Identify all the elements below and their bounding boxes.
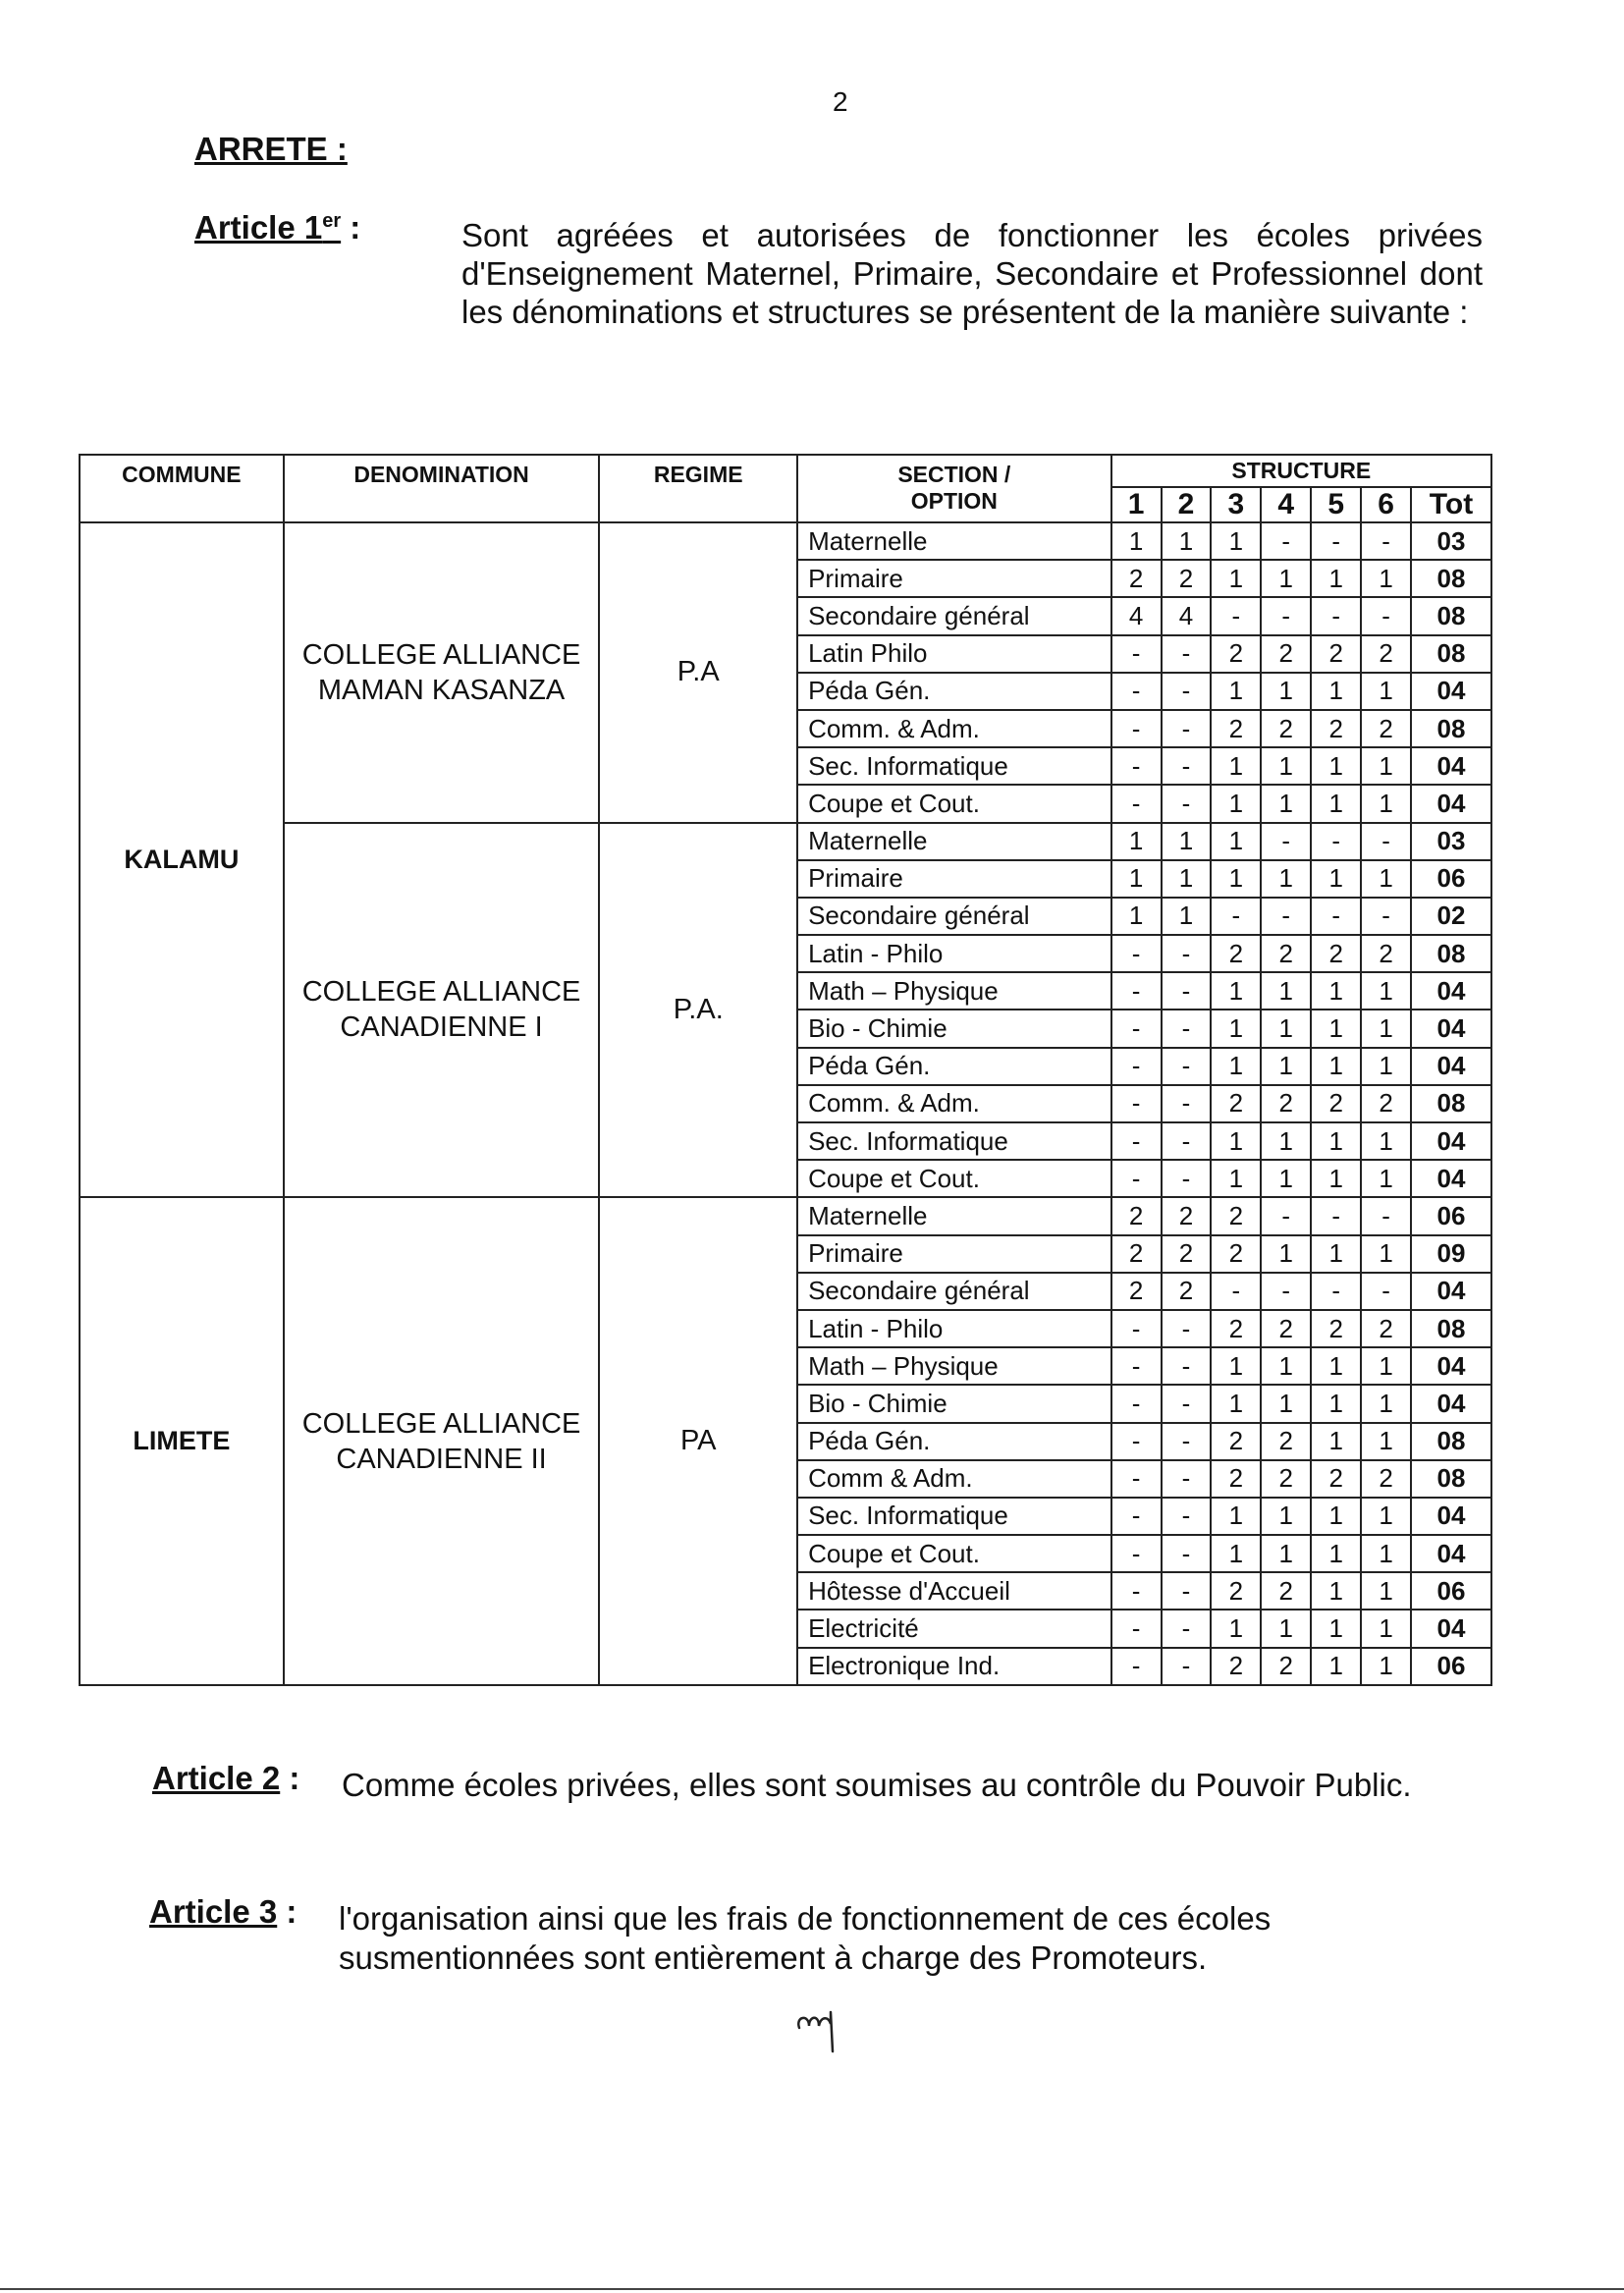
structure-year-6-cell: 1 (1361, 972, 1411, 1010)
section-option-cell: Primaire (797, 860, 1111, 898)
structure-year-3-cell: 2 (1211, 1423, 1261, 1460)
structure-year-3-cell: 1 (1211, 1048, 1261, 1085)
section-option-cell: Comm. & Adm. (797, 1085, 1111, 1122)
structure-year-2-cell: - (1162, 635, 1212, 673)
structure-year-6-cell: 1 (1361, 747, 1411, 785)
structure-year-3-cell: 2 (1211, 710, 1261, 747)
structure-year-4-cell: - (1261, 1273, 1311, 1310)
section-option-cell: Maternelle (797, 522, 1111, 560)
section-option-cell: Math – Physique (797, 1347, 1111, 1385)
total-cell: 04 (1411, 785, 1491, 822)
structure-year-1-cell: - (1111, 1085, 1162, 1122)
structure-year-3-cell: - (1211, 1273, 1261, 1310)
section-option-cell: Bio - Chimie (797, 1010, 1111, 1047)
section-option-cell: Hôtesse d'Accueil (797, 1572, 1111, 1610)
structure-year-3-cell: 1 (1211, 972, 1261, 1010)
structure-year-1-cell: 2 (1111, 1235, 1162, 1273)
structure-year-1-cell: - (1111, 1310, 1162, 1347)
structure-year-4-cell: 1 (1261, 1347, 1311, 1385)
structure-year-1-cell: - (1111, 1610, 1162, 1647)
structure-year-3-cell: 1 (1211, 823, 1261, 860)
structure-year-4-cell: 1 (1261, 747, 1311, 785)
structure-year-5-cell: - (1311, 597, 1361, 634)
structure-year-6-cell: 1 (1361, 1572, 1411, 1610)
structure-year-4-cell: 2 (1261, 635, 1311, 673)
schools-table-wrapper (79, 454, 1492, 1686)
structure-year-4-cell: 1 (1261, 560, 1311, 597)
structure-year-6-cell: 1 (1361, 1122, 1411, 1160)
structure-year-3-cell: 1 (1211, 1610, 1261, 1647)
header-structure: STRUCTURE (1111, 455, 1491, 487)
structure-year-4-cell: 2 (1261, 1423, 1311, 1460)
structure-year-1-cell: 4 (1111, 597, 1162, 634)
total-cell: 04 (1411, 1385, 1491, 1422)
structure-year-6-cell: 1 (1361, 1423, 1411, 1460)
structure-year-6-cell: 2 (1361, 1310, 1411, 1347)
total-cell: 04 (1411, 1273, 1491, 1310)
regime-cell: PA (599, 1197, 797, 1684)
structure-year-1-cell: 1 (1111, 898, 1162, 935)
section-option-cell: Péda Gén. (797, 1048, 1111, 1085)
header-year-2: 2 (1162, 487, 1212, 522)
structure-year-4-cell: - (1261, 597, 1311, 634)
structure-year-4-cell: 1 (1261, 1122, 1311, 1160)
structure-year-2-cell: - (1162, 1648, 1212, 1685)
structure-year-3-cell: 2 (1211, 1085, 1261, 1122)
total-cell: 04 (1411, 1160, 1491, 1197)
structure-year-6-cell: 1 (1361, 560, 1411, 597)
total-cell: 04 (1411, 1010, 1491, 1047)
structure-year-5-cell: 2 (1311, 1310, 1361, 1347)
structure-year-5-cell: 1 (1311, 860, 1361, 898)
structure-year-1-cell: - (1111, 1460, 1162, 1498)
structure-year-6-cell: - (1361, 522, 1411, 560)
structure-year-1-cell: - (1111, 1498, 1162, 1535)
structure-year-5-cell: 1 (1311, 1347, 1361, 1385)
structure-year-4-cell: 1 (1261, 972, 1311, 1010)
structure-year-2-cell: - (1162, 747, 1212, 785)
structure-year-6-cell: - (1361, 823, 1411, 860)
structure-year-4-cell: 1 (1261, 1235, 1311, 1273)
structure-year-6-cell: 1 (1361, 1648, 1411, 1685)
structure-year-3-cell: 1 (1211, 1160, 1261, 1197)
structure-year-1-cell: 2 (1111, 1273, 1162, 1310)
structure-year-4-cell: 2 (1261, 1460, 1311, 1498)
structure-year-1-cell: - (1111, 673, 1162, 710)
structure-year-4-cell: - (1261, 1197, 1311, 1234)
section-option-cell: Primaire (797, 1235, 1111, 1273)
structure-year-6-cell: 1 (1361, 1048, 1411, 1085)
total-cell: 08 (1411, 560, 1491, 597)
structure-year-6-cell: 1 (1361, 1610, 1411, 1647)
header-section-option: SECTION / OPTION (797, 455, 1111, 522)
structure-year-2-cell: 1 (1162, 860, 1212, 898)
table-body (80, 522, 1491, 1685)
structure-year-1-cell: 1 (1111, 860, 1162, 898)
section-option-cell: Secondaire général (797, 597, 1111, 634)
structure-year-5-cell: - (1311, 1273, 1361, 1310)
structure-year-5-cell: 2 (1311, 710, 1361, 747)
structure-year-2-cell: - (1162, 673, 1212, 710)
article-2-heading: Article 2 : (152, 1760, 300, 1796)
structure-year-6-cell: 1 (1361, 785, 1411, 822)
school-name-cell (284, 823, 600, 1198)
article-2-text: Comme écoles privées, elles sont soumises au contrôle du Pouvoir Public. (342, 1767, 1412, 1803)
structure-year-2-cell: - (1162, 710, 1212, 747)
commune-cell: LIMETE (80, 1197, 284, 1684)
table-row (80, 1197, 1491, 1234)
header-year-3: 3 (1211, 487, 1261, 522)
structure-year-3-cell: 1 (1211, 560, 1261, 597)
structure-year-5-cell: 1 (1311, 1498, 1361, 1535)
structure-year-5-cell: 1 (1311, 1535, 1361, 1572)
structure-year-2-cell: - (1162, 1498, 1212, 1535)
total-cell: 08 (1411, 1460, 1491, 1498)
structure-year-5-cell: 2 (1311, 935, 1361, 972)
structure-year-3-cell: 1 (1211, 785, 1261, 822)
structure-year-3-cell: 2 (1211, 1572, 1261, 1610)
header-year-5: 5 (1311, 487, 1361, 522)
structure-year-1-cell: - (1111, 935, 1162, 972)
structure-year-6-cell: 2 (1361, 710, 1411, 747)
structure-year-1-cell: - (1111, 972, 1162, 1010)
structure-year-6-cell: 1 (1361, 860, 1411, 898)
structure-year-1-cell: - (1111, 747, 1162, 785)
structure-year-1-cell: - (1111, 1648, 1162, 1685)
header-commune: COMMUNE (80, 455, 284, 522)
structure-year-2-cell: - (1162, 785, 1212, 822)
structure-year-4-cell: 1 (1261, 673, 1311, 710)
structure-year-4-cell: 1 (1261, 1160, 1311, 1197)
total-cell: 06 (1411, 1572, 1491, 1610)
section-option-cell: Math – Physique (797, 972, 1111, 1010)
section-option-cell: Maternelle (797, 1197, 1111, 1234)
total-cell: 08 (1411, 635, 1491, 673)
structure-year-6-cell: 1 (1361, 1385, 1411, 1422)
total-cell: 08 (1411, 710, 1491, 747)
structure-year-5-cell: - (1311, 1197, 1361, 1234)
section-option-cell: Latin - Philo (797, 1310, 1111, 1347)
table-row (80, 522, 1491, 560)
structure-year-5-cell: 1 (1311, 785, 1361, 822)
structure-year-4-cell: - (1261, 823, 1311, 860)
structure-year-1-cell: - (1111, 710, 1162, 747)
structure-year-6-cell: 2 (1361, 935, 1411, 972)
total-cell: 04 (1411, 1535, 1491, 1572)
structure-year-1-cell: - (1111, 1010, 1162, 1047)
section-option-cell: Latin Philo (797, 635, 1111, 673)
structure-year-6-cell: 1 (1361, 1535, 1411, 1572)
structure-year-5-cell: 1 (1311, 673, 1361, 710)
structure-year-2-cell: - (1162, 1310, 1212, 1347)
structure-year-4-cell: 1 (1261, 1498, 1311, 1535)
total-cell: 04 (1411, 673, 1491, 710)
header-year-1: 1 (1111, 487, 1162, 522)
total-cell: 04 (1411, 1122, 1491, 1160)
structure-year-5-cell: - (1311, 898, 1361, 935)
structure-year-6-cell: 1 (1361, 1235, 1411, 1273)
schools-structure-table (79, 454, 1492, 1686)
total-cell: 04 (1411, 1048, 1491, 1085)
structure-year-2-cell: 2 (1162, 1235, 1212, 1273)
structure-year-3-cell: 2 (1211, 935, 1261, 972)
structure-year-6-cell: 2 (1361, 1085, 1411, 1122)
structure-year-2-cell: 2 (1162, 560, 1212, 597)
structure-year-6-cell: 2 (1361, 635, 1411, 673)
structure-year-5-cell: 2 (1311, 635, 1361, 673)
structure-year-3-cell: 2 (1211, 1310, 1261, 1347)
structure-year-5-cell: 1 (1311, 1648, 1361, 1685)
total-cell: 08 (1411, 935, 1491, 972)
section-option-cell: Péda Gén. (797, 673, 1111, 710)
article-1-text: Sont agréées et autorisées de fonctionner les écoles privées d'Enseignement Maternel, Primaire, Secondaire et Professionnel dont les dénominations et structures se présentent de la manière suivante : (461, 217, 1483, 330)
structure-year-4-cell: 2 (1261, 1310, 1311, 1347)
total-cell: 06 (1411, 1197, 1491, 1234)
structure-year-3-cell: 1 (1211, 1347, 1261, 1385)
total-cell: 02 (1411, 898, 1491, 935)
structure-year-4-cell: 2 (1261, 710, 1311, 747)
structure-year-2-cell: - (1162, 1460, 1212, 1498)
structure-year-6-cell: 2 (1361, 1460, 1411, 1498)
total-cell: 03 (1411, 522, 1491, 560)
structure-year-2-cell: - (1162, 1385, 1212, 1422)
structure-year-5-cell: 2 (1311, 1460, 1361, 1498)
structure-year-2-cell: 4 (1162, 597, 1212, 634)
structure-year-4-cell: 1 (1261, 1048, 1311, 1085)
structure-year-6-cell: - (1361, 1197, 1411, 1234)
structure-year-3-cell: 1 (1211, 1010, 1261, 1047)
total-cell: 09 (1411, 1235, 1491, 1273)
total-cell: 03 (1411, 823, 1491, 860)
structure-year-6-cell: - (1361, 597, 1411, 634)
structure-year-2-cell: - (1162, 1160, 1212, 1197)
structure-year-3-cell: 1 (1211, 860, 1261, 898)
section-option-cell: Secondaire général (797, 1273, 1111, 1310)
structure-year-4-cell: 1 (1261, 1010, 1311, 1047)
structure-year-3-cell: 2 (1211, 1235, 1261, 1273)
structure-year-1-cell: - (1111, 635, 1162, 673)
commune-cell: KALAMU (80, 522, 284, 1197)
header-denomination: DENOMINATION (284, 455, 600, 522)
section-option-cell: Bio - Chimie (797, 1385, 1111, 1422)
structure-year-3-cell: 1 (1211, 673, 1261, 710)
total-cell: 08 (1411, 1423, 1491, 1460)
article-3-text: l'organisation ainsi que les frais de fonctionnement de ces écoles susmentionnées sont entièrement à charge des Promoteurs. (339, 1900, 1272, 1976)
school-name-line-1: COLLEGE ALLIANCE (301, 1407, 581, 1440)
structure-year-3-cell: 1 (1211, 1385, 1261, 1422)
school-name-line-2: CANADIENNE I (340, 1011, 543, 1044)
total-cell: 08 (1411, 597, 1491, 634)
section-option-cell: Latin - Philo (797, 935, 1111, 972)
structure-year-3-cell: 1 (1211, 747, 1261, 785)
structure-year-2-cell: - (1162, 1610, 1212, 1647)
section-option-cell: Sec. Informatique (797, 1498, 1111, 1535)
structure-year-1-cell: 1 (1111, 522, 1162, 560)
school-name-line-2: MAMAN KASANZA (317, 674, 566, 706)
structure-year-5-cell: 1 (1311, 1572, 1361, 1610)
structure-year-4-cell: 1 (1261, 785, 1311, 822)
structure-year-5-cell: 1 (1311, 747, 1361, 785)
structure-year-3-cell: - (1211, 898, 1261, 935)
structure-year-2-cell: 1 (1162, 898, 1212, 935)
school-name-line-2: CANADIENNE II (336, 1443, 547, 1475)
structure-year-6-cell: 1 (1361, 1347, 1411, 1385)
structure-year-2-cell: - (1162, 1048, 1212, 1085)
structure-year-5-cell: 1 (1311, 1010, 1361, 1047)
structure-year-4-cell: 2 (1261, 1648, 1311, 1685)
section-option-cell: Sec. Informatique (797, 747, 1111, 785)
structure-year-1-cell: 2 (1111, 560, 1162, 597)
structure-year-3-cell: - (1211, 597, 1261, 634)
structure-year-4-cell: 2 (1261, 935, 1311, 972)
section-option-cell: Electronique Ind. (797, 1648, 1111, 1685)
school-name-cell (284, 1197, 600, 1684)
total-cell: 04 (1411, 1347, 1491, 1385)
total-cell: 04 (1411, 1610, 1491, 1647)
structure-year-2-cell: 1 (1162, 823, 1212, 860)
structure-year-6-cell: 1 (1361, 1010, 1411, 1047)
structure-year-3-cell: 2 (1211, 1460, 1261, 1498)
section-option-cell: Coupe et Cout. (797, 1535, 1111, 1572)
structure-year-6-cell: 1 (1361, 1498, 1411, 1535)
regime-cell: P.A (599, 522, 797, 823)
structure-year-2-cell: 2 (1162, 1197, 1212, 1234)
section-option-cell: Coupe et Cout. (797, 1160, 1111, 1197)
structure-year-2-cell: - (1162, 1572, 1212, 1610)
structure-year-1-cell: - (1111, 1423, 1162, 1460)
structure-year-5-cell: 1 (1311, 1423, 1361, 1460)
structure-year-3-cell: 2 (1211, 1197, 1261, 1234)
structure-year-5-cell: 1 (1311, 1160, 1361, 1197)
structure-year-4-cell: 1 (1261, 1535, 1311, 1572)
total-cell: 08 (1411, 1310, 1491, 1347)
header-regime: REGIME (599, 455, 797, 522)
structure-year-6-cell: - (1361, 898, 1411, 935)
structure-year-4-cell: 2 (1261, 1085, 1311, 1122)
structure-year-5-cell: 1 (1311, 972, 1361, 1010)
structure-year-1-cell: 1 (1111, 823, 1162, 860)
structure-year-2-cell: - (1162, 1010, 1212, 1047)
table-row (80, 823, 1491, 860)
structure-year-2-cell: - (1162, 1122, 1212, 1160)
structure-year-4-cell: 1 (1261, 860, 1311, 898)
section-option-cell: Comm. & Adm. (797, 710, 1111, 747)
section-option-cell: Coupe et Cout. (797, 785, 1111, 822)
structure-year-1-cell: - (1111, 1535, 1162, 1572)
header-total: Tot (1411, 487, 1491, 522)
section-option-cell: Maternelle (797, 823, 1111, 860)
section-option-cell: Secondaire général (797, 898, 1111, 935)
regime-cell: P.A. (599, 823, 797, 1198)
total-cell: 06 (1411, 860, 1491, 898)
structure-year-1-cell: - (1111, 1122, 1162, 1160)
total-cell: 06 (1411, 1648, 1491, 1685)
structure-year-5-cell: 2 (1311, 1085, 1361, 1122)
structure-year-2-cell: - (1162, 1535, 1212, 1572)
structure-year-3-cell: 2 (1211, 635, 1261, 673)
structure-year-5-cell: - (1311, 522, 1361, 560)
structure-year-3-cell: 1 (1211, 522, 1261, 560)
section-option-cell: Sec. Informatique (797, 1122, 1111, 1160)
structure-year-5-cell: 1 (1311, 1235, 1361, 1273)
structure-year-1-cell: - (1111, 1048, 1162, 1085)
structure-year-2-cell: - (1162, 1423, 1212, 1460)
total-cell: 08 (1411, 1085, 1491, 1122)
structure-year-2-cell: - (1162, 935, 1212, 972)
structure-year-4-cell: - (1261, 522, 1311, 560)
arrete-heading: ARRETE : (194, 131, 348, 167)
structure-year-6-cell: 1 (1361, 673, 1411, 710)
structure-year-6-cell: - (1361, 1273, 1411, 1310)
school-name-line-1: COLLEGE ALLIANCE (301, 976, 581, 1009)
header-year-6: 6 (1361, 487, 1411, 522)
structure-year-2-cell: - (1162, 972, 1212, 1010)
section-option-cell: Primaire (797, 560, 1111, 597)
structure-year-1-cell: - (1111, 1160, 1162, 1197)
article-1-heading: Article 1er : (194, 209, 361, 246)
structure-year-1-cell: - (1111, 1347, 1162, 1385)
structure-year-4-cell: 1 (1261, 1385, 1311, 1422)
structure-year-2-cell: 1 (1162, 522, 1212, 560)
structure-year-1-cell: 2 (1111, 1197, 1162, 1234)
structure-year-2-cell: - (1162, 1085, 1212, 1122)
structure-year-5-cell: 1 (1311, 1610, 1361, 1647)
structure-year-3-cell: 1 (1211, 1498, 1261, 1535)
total-cell: 04 (1411, 1498, 1491, 1535)
structure-year-1-cell: - (1111, 785, 1162, 822)
structure-year-6-cell: 1 (1361, 1160, 1411, 1197)
structure-year-4-cell: 1 (1261, 1610, 1311, 1647)
handwritten-initials (793, 1998, 862, 2062)
section-option-cell: Electricité (797, 1610, 1111, 1647)
article-3-heading: Article 3 : (149, 1893, 298, 1930)
structure-year-5-cell: 1 (1311, 1385, 1361, 1422)
header-year-4: 4 (1261, 487, 1311, 522)
structure-year-2-cell: - (1162, 1347, 1212, 1385)
bottom-divider (0, 2288, 1624, 2290)
structure-year-1-cell: - (1111, 1572, 1162, 1610)
structure-year-5-cell: 1 (1311, 1048, 1361, 1085)
structure-year-5-cell: - (1311, 823, 1361, 860)
page-number: 2 (833, 86, 848, 117)
structure-year-3-cell: 1 (1211, 1535, 1261, 1572)
structure-year-5-cell: 1 (1311, 560, 1361, 597)
school-name-line-1: COLLEGE ALLIANCE (301, 638, 581, 671)
structure-year-3-cell: 1 (1211, 1122, 1261, 1160)
structure-year-5-cell: 1 (1311, 1122, 1361, 1160)
total-cell: 04 (1411, 972, 1491, 1010)
structure-year-4-cell: 2 (1261, 1572, 1311, 1610)
structure-year-3-cell: 2 (1211, 1648, 1261, 1685)
structure-year-1-cell: - (1111, 1385, 1162, 1422)
total-cell: 04 (1411, 747, 1491, 785)
school-name-cell (284, 522, 600, 823)
structure-year-2-cell: 2 (1162, 1273, 1212, 1310)
section-option-cell: Péda Gén. (797, 1423, 1111, 1460)
structure-year-4-cell: - (1261, 898, 1311, 935)
section-option-cell: Comm & Adm. (797, 1460, 1111, 1498)
